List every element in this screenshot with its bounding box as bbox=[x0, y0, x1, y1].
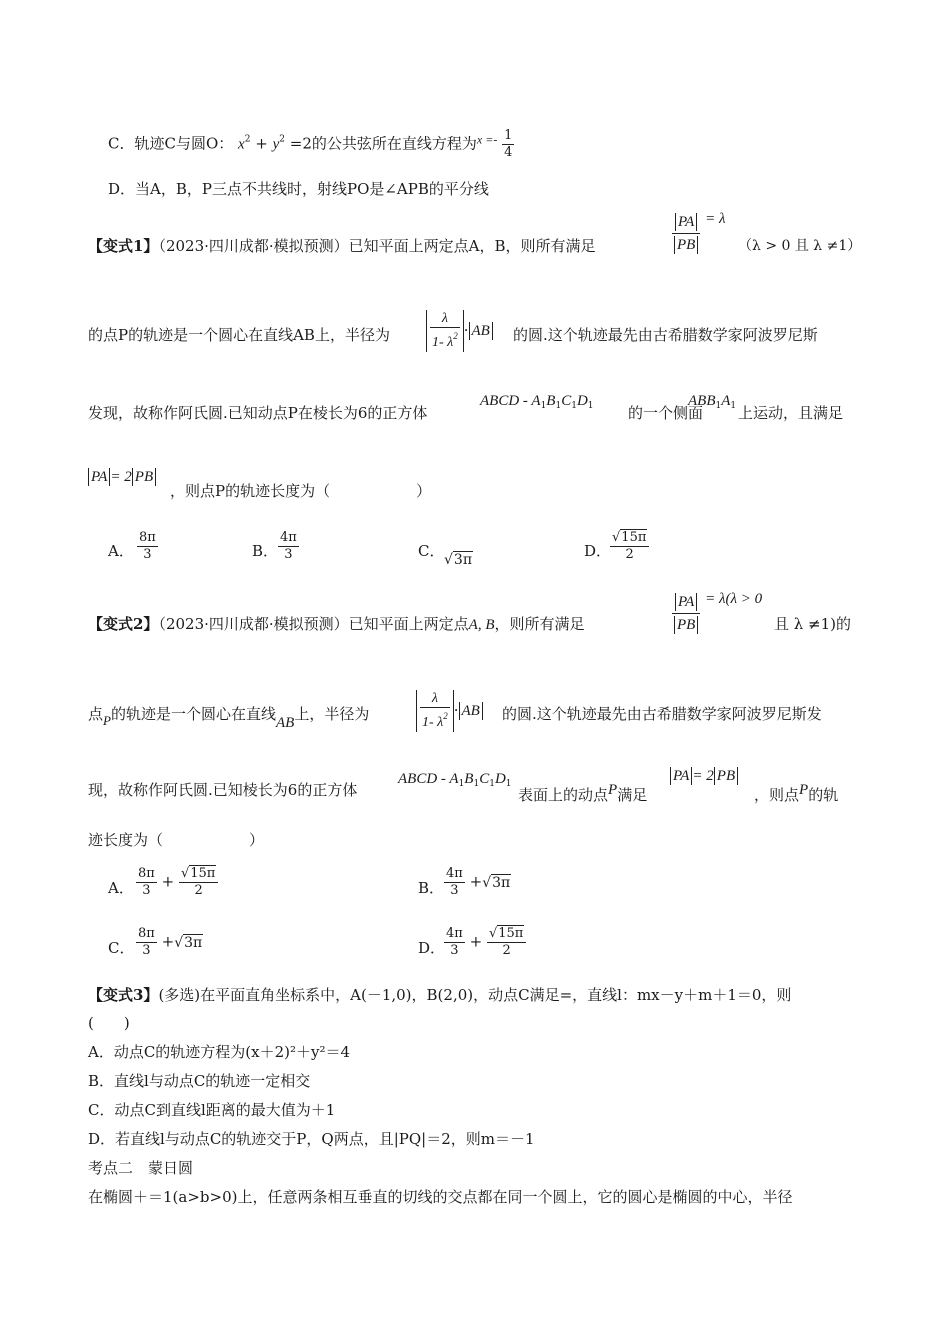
variant1-condition: （λ > 0 且 λ ≠1） bbox=[738, 238, 862, 254]
variant1-line3: 发现，故称作阿氏圆.已知动点P在棱长为6的正方体 bbox=[88, 404, 428, 422]
v1-choice-b[interactable]: B． bbox=[252, 542, 279, 560]
v3-choice-a[interactable]: A．动点C的轨迹方程为(x＋2)²＋y²＝4 bbox=[88, 1043, 351, 1061]
x-eq: x =- bbox=[476, 132, 498, 147]
variant2-line3d: ，则点P的轨 bbox=[754, 782, 839, 804]
v1-choice-a[interactable]: A． bbox=[108, 542, 134, 560]
option-c-line bbox=[108, 128, 514, 161]
variant1-line4: PA = 2 PB bbox=[88, 466, 156, 487]
variant1-ratio: $\frac{PA}{PB}$ = λ bbox=[672, 208, 725, 256]
variant2-line3b: 表面上的动点P满足 bbox=[518, 782, 648, 804]
v2-choice-a[interactable]: A． bbox=[108, 879, 134, 897]
variant1-line3b: 的一个侧面 bbox=[628, 404, 704, 422]
variant2-pa-eq: PA = 2 PB bbox=[670, 765, 738, 786]
variant2-condition: 且 λ ≠1)的 bbox=[774, 615, 852, 633]
exp-2: 2 bbox=[244, 134, 251, 145]
radius-expression-2: $\frac{\lambda}{1- \lambda^2}$ · AB bbox=[416, 690, 483, 732]
face-name-1: $ABB_1A_1$ bbox=[688, 393, 737, 411]
variant3-line2: ( ) bbox=[88, 1014, 130, 1032]
radius-expression-1: $\frac{\lambda}{1- \lambda^2}$ · AB bbox=[426, 310, 493, 352]
variant1-source: （2023·四川成都·模拟预测）已知平面上两定点A，B，则所有满足 bbox=[158, 237, 596, 255]
eq-lambda: = λ bbox=[705, 211, 726, 227]
option-d-line: D．当A，B，P三点不共线时，射线PO是∠APB的平分线 bbox=[108, 180, 489, 198]
option-c-tail: =2的公共弦所在直线方程为 bbox=[289, 134, 477, 153]
y-var: y bbox=[272, 136, 280, 153]
x-var: x bbox=[238, 136, 245, 153]
plus-sign: + bbox=[255, 134, 268, 153]
v3-choice-b[interactable]: B．直线l与动点C的轨迹一定相交 bbox=[88, 1072, 311, 1090]
v3-choice-d[interactable]: D．若直线l与动点C的轨迹交于P，Q两点，且|PQ|＝2，则m＝－1 bbox=[88, 1130, 535, 1148]
variant1-line3c: 上运动，且满足 bbox=[738, 404, 844, 422]
variant2-ratio: $\frac{PA}{PB}$ = λ(λ > 0 bbox=[672, 588, 762, 636]
v1-choice-c[interactable]: C． bbox=[418, 542, 445, 560]
variant1-heading bbox=[88, 236, 596, 256]
v2-choice-b[interactable]: B． bbox=[418, 879, 445, 897]
fraction-1-4: $\frac{1}{4}$ bbox=[504, 128, 513, 160]
v2-choice-c[interactable]: C． bbox=[108, 939, 135, 957]
variant2-line3: 现，故称作阿氏圆.已知棱长为6的正方体 bbox=[88, 781, 358, 799]
variant1-tag: 【变式1】 bbox=[88, 237, 159, 255]
variant2-line2: 点P的轨迹是一个圆心在直线AB上，半径为 bbox=[88, 705, 370, 731]
variant1-question: ，则点P的轨迹长度为（ ） bbox=[170, 482, 432, 500]
variant2-line2d: 的圆.这个轨迹最先由古希腊数学家阿波罗尼斯发 bbox=[502, 705, 822, 723]
cube-name-2: ABCD - $A_1B_1C_1D_1$ bbox=[398, 771, 512, 789]
section-title-monge-circle: 考点二 蒙日圆 bbox=[88, 1159, 194, 1177]
cube-name-1: ABCD - $A_1B_1C_1D_1$ bbox=[480, 393, 594, 411]
option-c-label: C．轨迹C与圆O： bbox=[108, 134, 234, 153]
monge-circle-text: 在椭圆＋＝1(a>b>0)上，任意两条相互垂直的切线的交点都在同一个圆上，它的圆心是椭圆的中心，半径 bbox=[88, 1188, 793, 1206]
exp-2b: 2 bbox=[279, 134, 285, 145]
variant2-heading: 【变式2】（2023·四川成都·模拟预测）已知平面上两定点A, B，则所有满足 bbox=[88, 615, 585, 633]
v1-choice-d[interactable]: D． bbox=[584, 542, 612, 560]
variant1-line2b: 的圆.这个轨迹最先由古希腊数学家阿波罗尼斯 bbox=[513, 326, 818, 344]
v3-choice-c[interactable]: C．动点C到直线l距离的最大值为＋1 bbox=[88, 1101, 336, 1119]
variant3-line1: 【变式3】(多选)在平面直角坐标系中，A(－1,0)，B(2,0)，动点C满足=，直线l：mx－y＋m＋1＝0，则 bbox=[88, 986, 792, 1004]
v2-choice-d[interactable]: D． bbox=[418, 939, 446, 957]
variant2-question: 迹长度为（ ） bbox=[88, 831, 265, 849]
variant1-line2: 的点P的轨迹是一个圆心在直线AB上，半径为 bbox=[88, 326, 390, 344]
